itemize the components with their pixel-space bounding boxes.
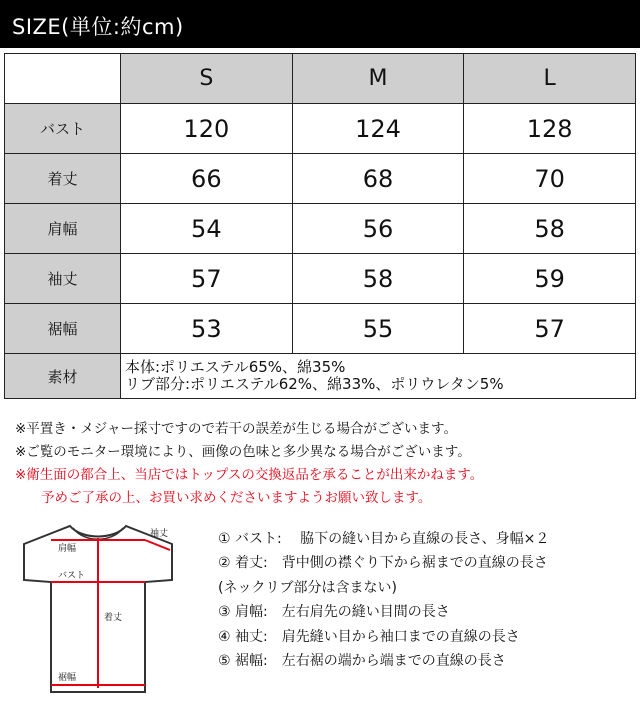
note-text: ※平置き・メジャー採寸ですので若干の誤差が生じる場合がございます。 [15, 421, 457, 437]
tshirt-diagram [18, 520, 180, 700]
table-corner-cell [5, 54, 121, 104]
table-cell: 68 [292, 154, 464, 204]
diagram-label-shoulder: 肩幅 [58, 544, 77, 554]
row-label: 着丈 [5, 154, 121, 204]
table-cell: 59 [464, 254, 636, 304]
table-cell: 66 [121, 154, 293, 204]
definition-item: (ネックリブ部分は含まない) [218, 579, 397, 596]
header-bar [0, 0, 640, 48]
material-value [121, 354, 636, 399]
table-cell: 128 [464, 104, 636, 154]
table-cell: 70 [464, 154, 636, 204]
table-row [5, 204, 636, 254]
table-cell: 56 [292, 204, 464, 254]
size-header-row [5, 54, 636, 104]
note-warning: ※衛生面の都合上、当店ではトップスの交換返品を承ることが出来かねます。 [15, 467, 484, 483]
material-line: リブ部分:ポリエステル62%、綿33%、ポリウレタン5% [125, 375, 504, 393]
definition-item: ④ 袖丈: 肩先縫い目から袖口までの直線の長さ [218, 628, 520, 645]
diagram-label-sleeve: 袖丈 [150, 529, 169, 539]
table-cell: 58 [464, 204, 636, 254]
row-label: 肩幅 [5, 204, 121, 254]
size-header-s: S [121, 54, 293, 104]
definition-item: ② 着丈: 背中側の襟ぐり下から裾までの直線の長さ [218, 555, 548, 572]
size-header-m: M [292, 54, 464, 104]
note-warning: 予めご了承の上、お買い求めくださいますようお願い致します。 [41, 490, 432, 506]
definition-item: ⑤ 裾幅: 左右裾の端から端までの直線の長さ [218, 653, 506, 670]
definitions-list [218, 527, 549, 673]
header-title: SIZE(単位:約cm) [12, 15, 184, 39]
diagram-label-hem: 裾幅 [58, 673, 77, 683]
row-label: 袖丈 [5, 254, 121, 304]
table-cell: 58 [292, 254, 464, 304]
table-cell: 55 [292, 304, 464, 354]
table-row [5, 254, 636, 304]
notes-section [15, 418, 483, 510]
row-label: 裾幅 [5, 304, 121, 354]
table-cell: 124 [292, 104, 464, 154]
table-row [5, 104, 636, 154]
table-row [5, 304, 636, 354]
table-row [5, 154, 636, 204]
material-line: 本体:ポリエステル65%、綿35% [125, 358, 346, 376]
diagram-label-length: 着丈 [104, 613, 123, 623]
definition-item: ③ 肩幅: 左右肩先の縫い目間の長さ [218, 604, 450, 621]
table-cell: 57 [121, 254, 293, 304]
definition-item: ① バスト: 脇下の縫い目から直線の長さ、身幅×２ [218, 531, 550, 547]
material-row [5, 354, 636, 399]
table-cell: 53 [121, 304, 293, 354]
diagram-label-bust: バスト [58, 571, 86, 581]
size-table [4, 53, 636, 399]
row-label: バスト [5, 104, 121, 154]
material-label: 素材 [5, 354, 121, 399]
table-cell: 120 [121, 104, 293, 154]
size-header-l: L [464, 54, 636, 104]
table-cell: 57 [464, 304, 636, 354]
table-cell: 54 [121, 204, 293, 254]
note-text: ※ご覧のモニター環境により、画像の色味と多少異なる場合がございます。 [15, 444, 471, 460]
